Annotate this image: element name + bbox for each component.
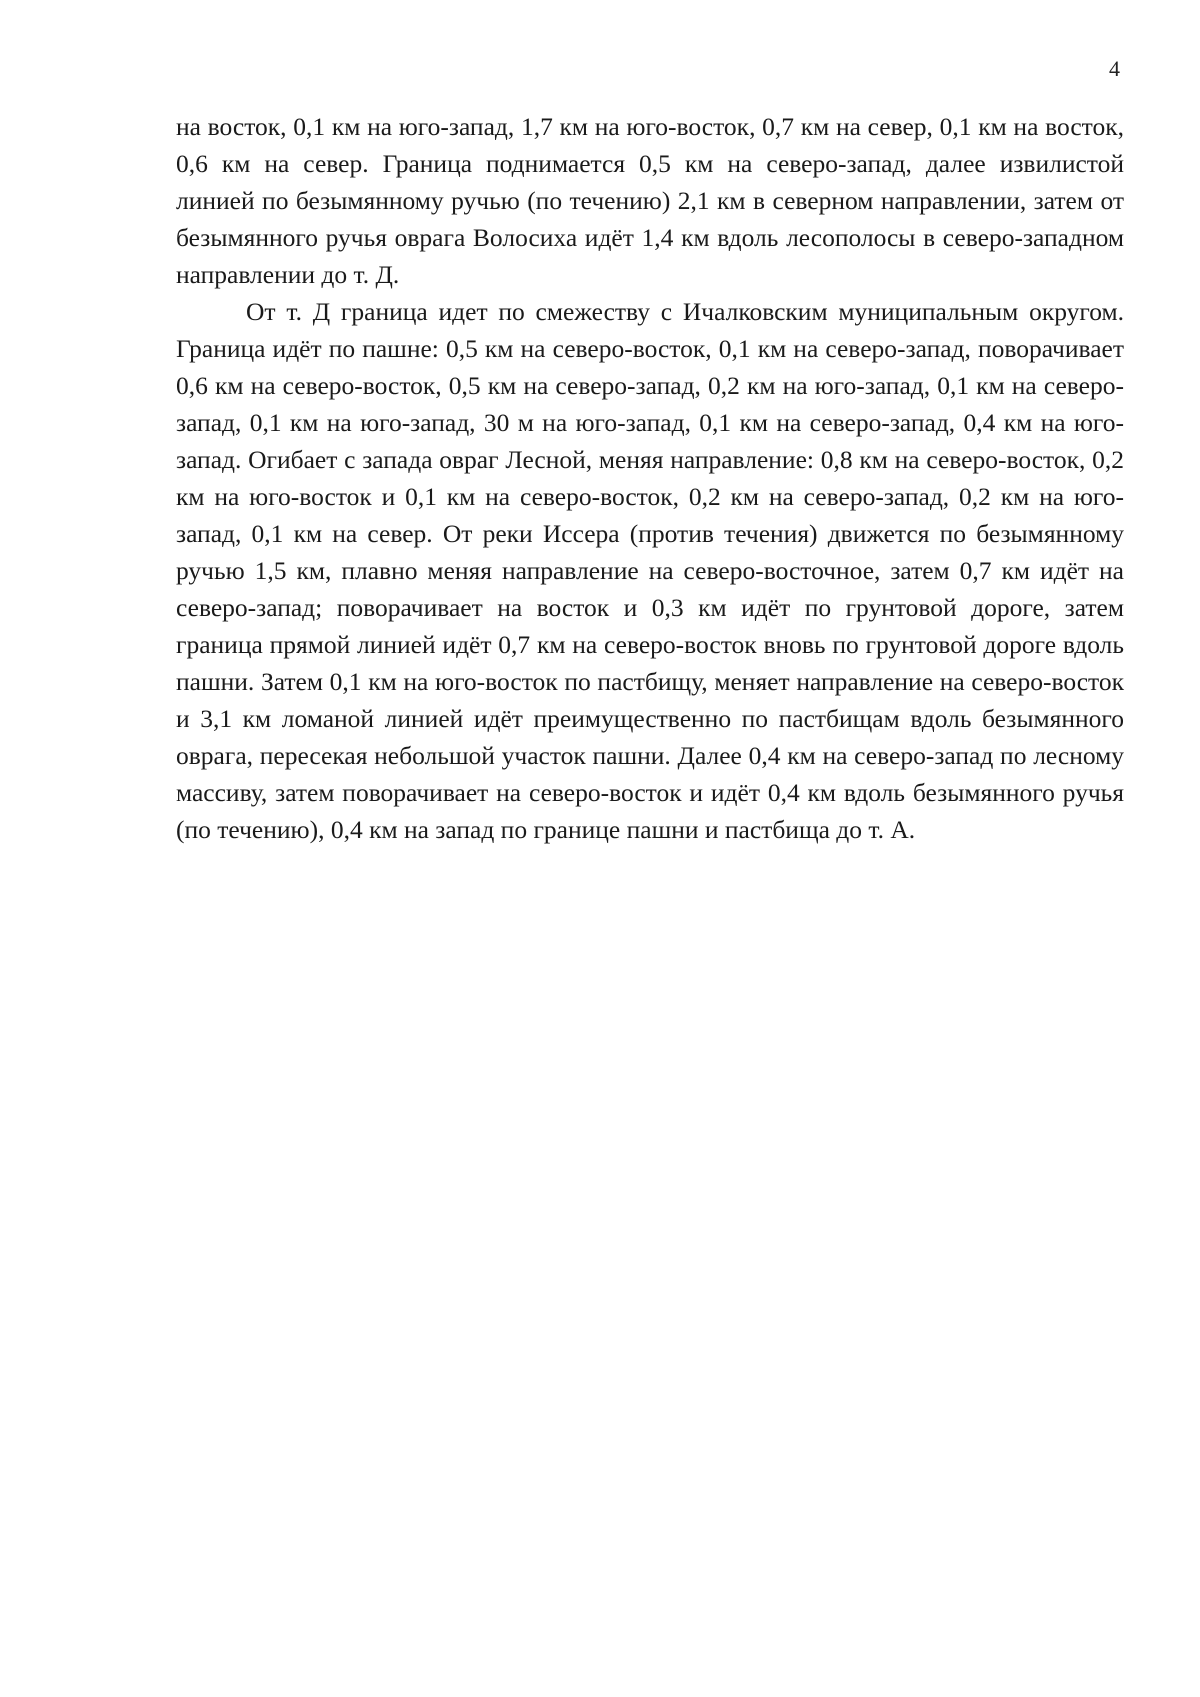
paragraph-continuation: на восток, 0,1 км на юго-запад, 1,7 км на юго-восток, 0,7 км на север, 0,1 км на восток, 0,6 км на север. Граница поднимается 0,5 км на северо-запад, далее извилистой линией по безымянному ручью (по течению) 2,1 км в северном направлении, затем от безымянного ручья оврага Волосиха идёт 1,4 км вдоль лесополосы в северо-западном направлении до т. Д. <box>176 112 1124 289</box>
paragraph-boundary-description: От т. Д граница идет по смежеству с Ичалковским муниципальным округом. Граница идёт по пашне: 0,5 км на северо-восток, 0,1 км на северо-запад, поворачивает 0,6 км на северо-восток, 0,5 км на северо-запад, 0,2 км на юго-запад, 0,1 км на северо-запад, 0,1 км на юго-запад, 30 м на юго-запад, 0,1 км на северо-запад, 0,4 км на юго-запад. Огибает с запада овраг Лесной, меняя направление: 0,8 км на северо-восток, 0,2 км на юго-восток и 0,1 км на северо-восток, 0,2 км на северо-запад, 0,2 км на юго-запад, 0,1 км на север. От реки Иссера (против течения) движется по безымянному ручью 1,5 км, плавно меняя направление на северо-восточное, затем 0,7 км идёт на северо-запад; поворачивает на восток и 0,3 км идёт по грунтовой дороге, затем граница прямой линией идёт 0,7 км на северо-восток вновь по грунтовой дороге вдоль пашни. Затем 0,1 км на юго-восток по пастбищу, меняет направление на северо-восток и 3,1 км ломаной линией идёт преимущественно по пастбищам вдоль безымянного оврага, пересекая небольшой участок пашни. Далее 0,4 км на северо-запад по лесному массиву, затем поворачивает на северо-восток и идёт 0,4 км вдоль безымянного ручья (по течению), 0,4 км на запад по границе пашни и пастбища до т. А. <box>176 297 1124 844</box>
page-number: 4 <box>1109 56 1120 81</box>
body-text <box>176 108 1124 848</box>
